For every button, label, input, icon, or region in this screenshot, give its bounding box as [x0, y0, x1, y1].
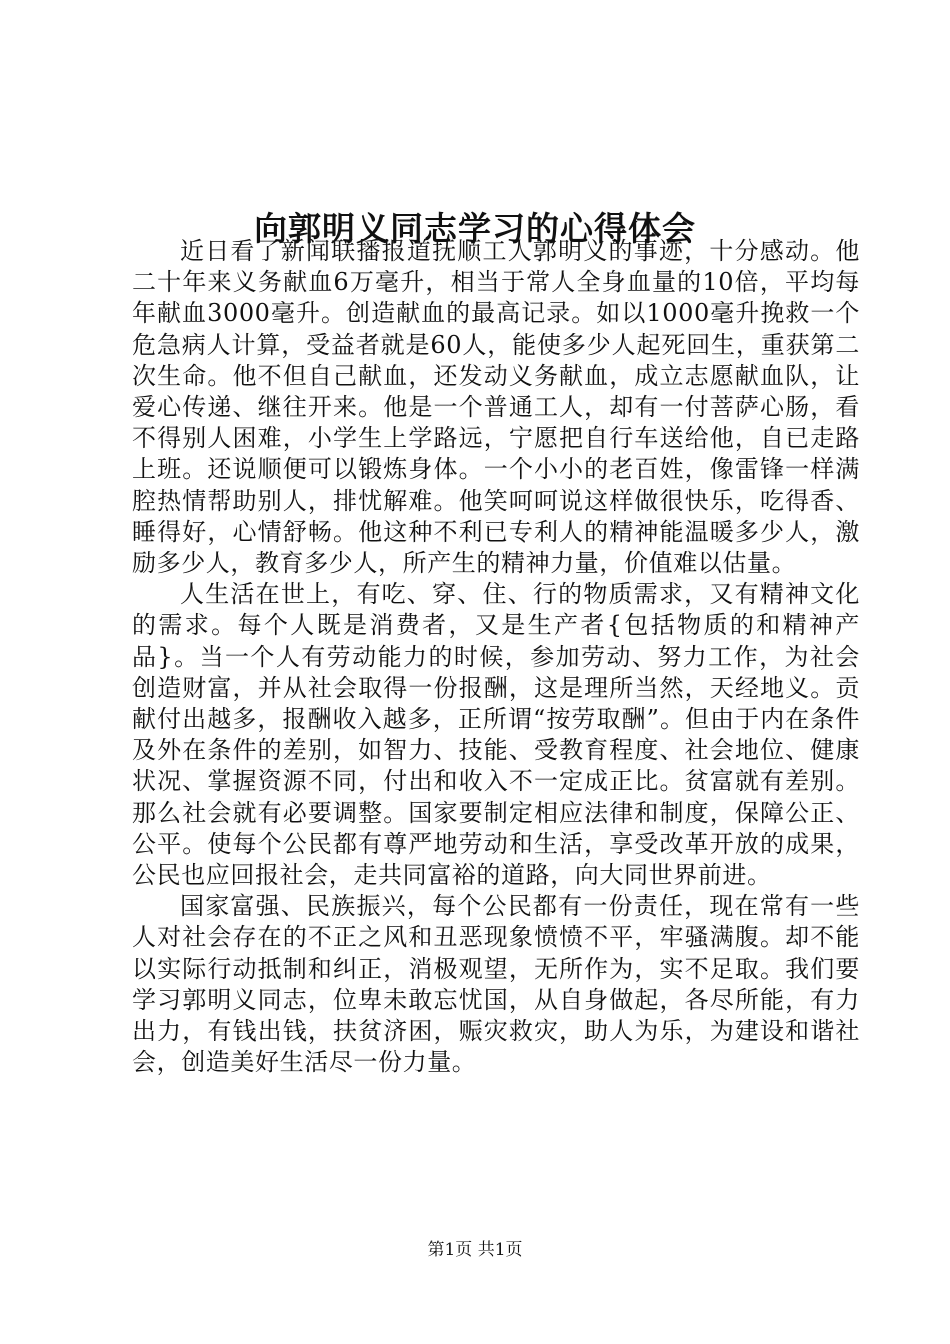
- document-body: [132, 236, 860, 1078]
- paragraph-3: 国家富强、民族振兴，每个公民都有一份责任，现在常有一些人对社会存在的不正之风和丑恶现象愤愤不平，牢骚满腹。却不能以实际行动抵制和纠正，消极观望，无所作为，实不足取。我们要学习郭明义同志，位卑未敢忘忧国，从自身做起，各尽所能，有力出力，有钱出钱，扶贫济困，赈灾救灾，助人为乐，为建设和谐社会，创造美好生活尽一份力量。: [132, 892, 860, 1077]
- paragraph-2: 人生活在世上，有吃、穿、住、行的物质需求，又有精神文化的需求。每个人既是消费者，又是生产者{包括物质的和精神产品}。当一个人有劳动能力的时候，参加劳动、努力工作，为社会创造财富，并从社会取得一份报酬，这是理所当然，天经地义。贡献付出越多，报酬收入越多，正所谓“按劳取酬”。但由于内在条件及外在条件的差别，如智力、技能、受教育程度、社会地位、健康状况、掌握资源不同，付出和收入不一定成正比。贫富就有差别。那么社会就有必要调整。国家要制定相应法律和制度，保障公正、公平。使每个公民都有尊严地劳动和生活，享受改革开放的成果，公民也应回报社会，走共同富裕的道路，向大同世界前进。: [132, 580, 860, 890]
- paragraph-1: 近日看了新闻联播报道抚顺工人郭明义的事迹，十分感动。他二十年来义务献血6万毫升，相当于常人全身血量的10倍，平均每年献血3000毫升。创造献血的最高记录。如以1000毫升挽救一个危急病人计算，受益者就是60人，能使多少人起死回生，重获第二次生命。他不但自己献血，还发动义务献血，成立志愿献血队，让爱心传递、继往开来。他是一个普通工人，却有一付菩萨心肠，看不得别人困难，小学生上学路远，宁愿把自行车送给他，自已走路上班。还说顺便可以锻炼身体。一个小小的老百姓，像雷锋一样满腔热情帮助别人，排忧解难。他笑呵呵说这样做很快乐，吃得香、睡得好，心情舒畅。他这种不利已专利人的精神能温暖多少人，激励多少人，教育多少人，所产生的精神力量，价值难以估量。: [132, 237, 860, 578]
- page-number-footer: 第1页 共1页: [427, 1240, 523, 1260]
- document-title: 向郭明义同志学习的心得体会: [254, 209, 696, 249]
